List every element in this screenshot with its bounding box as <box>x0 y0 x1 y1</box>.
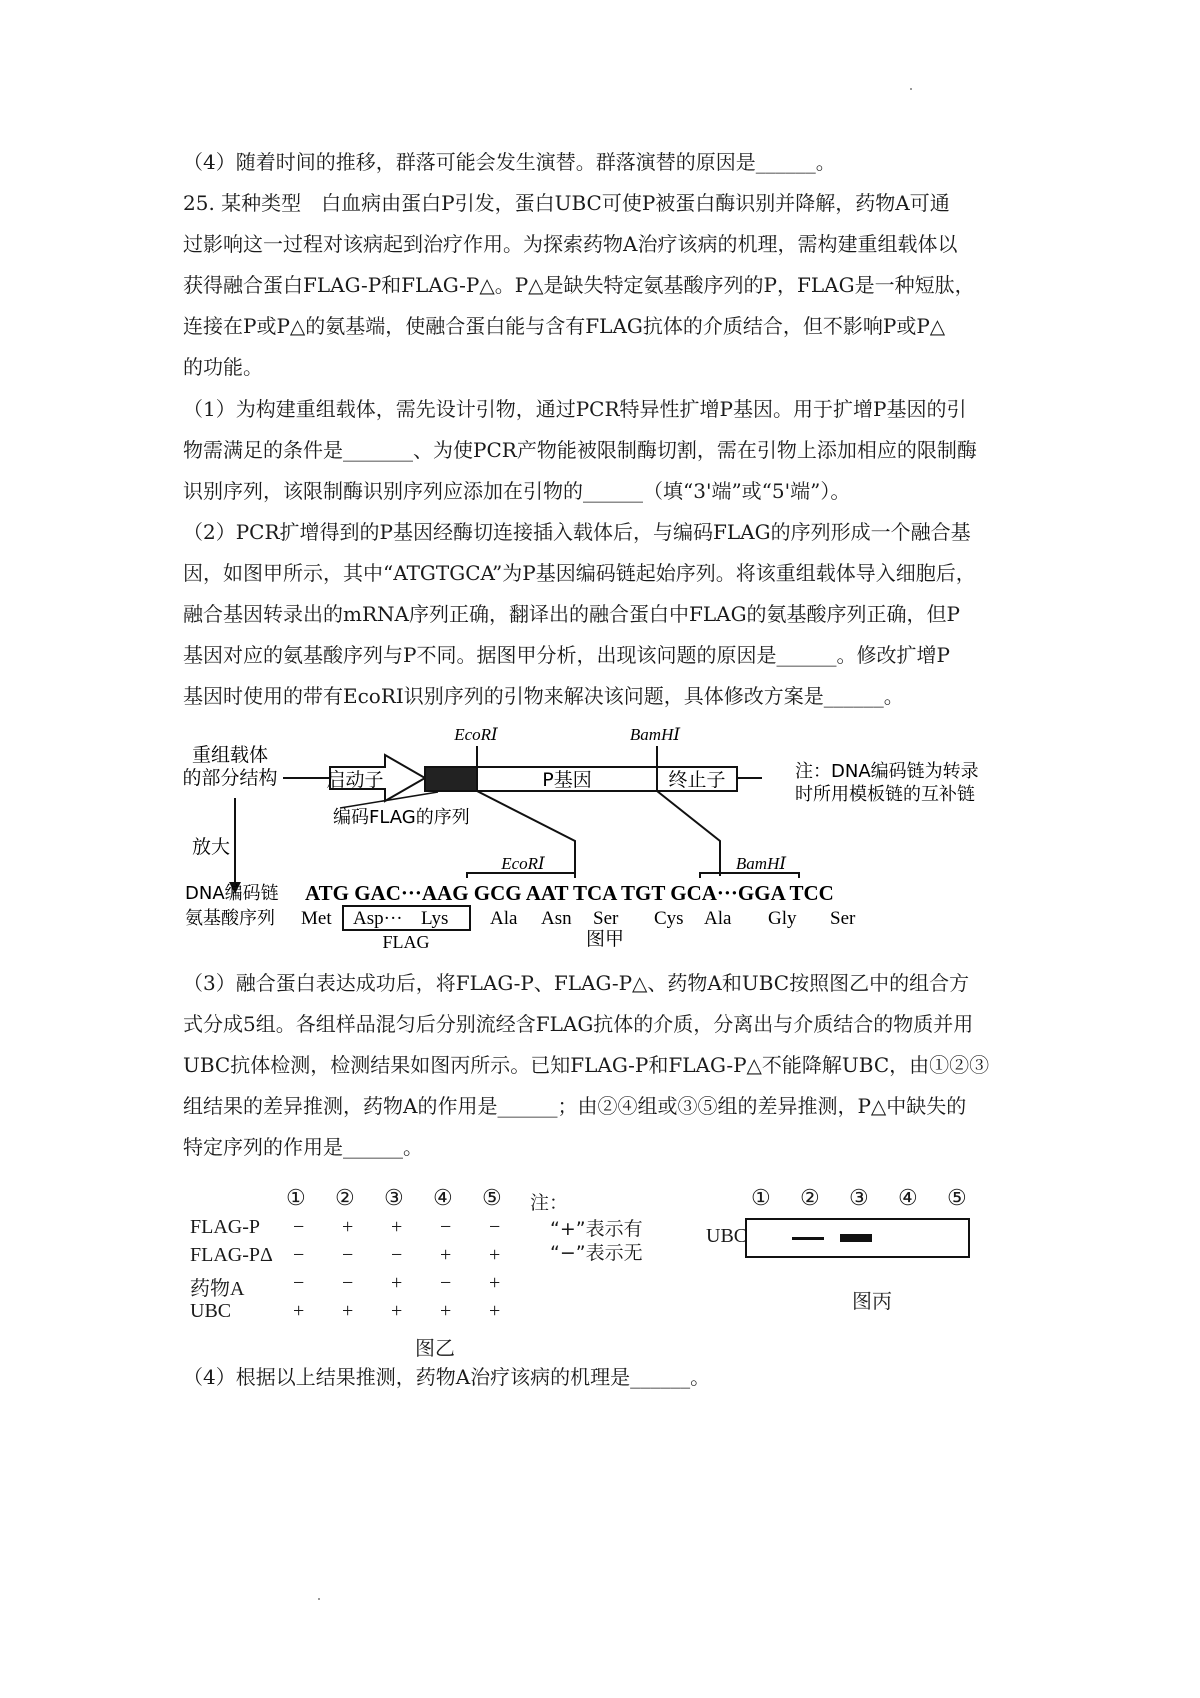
amino-acid-row-label: 氨基酸序列 <box>185 908 275 929</box>
dna-coding-sequence: ATG GAC···AAG GCG AAT TCA TGT GCA···GGA TCC <box>305 881 834 905</box>
table-value: + <box>342 1300 354 1322</box>
text-line: （1）为构建重组载体，需先设计引物，通过PCR特异性扩增P基因。用于扩增P基因的引 <box>183 397 967 421</box>
scan-speck <box>910 88 912 90</box>
scan-speck <box>318 1598 320 1600</box>
question-25-part-1 <box>183 389 1028 512</box>
terminator-label: 终止子 <box>668 769 726 791</box>
table-value: − <box>293 1216 305 1238</box>
enlarge-label: 放大 <box>192 836 231 858</box>
table-value: − <box>293 1272 305 1294</box>
p-gene-label: P基因 <box>542 769 592 791</box>
note-plus: “+”表示有 <box>550 1218 643 1240</box>
text-line: 式分成5组。各组样品混匀后分别流经含FLAG抗体的介质，分离出与介质结合的物质并用 <box>183 1012 974 1036</box>
amino-acid-met: Met <box>301 908 332 929</box>
question-25-part-3 <box>183 963 1028 1168</box>
blot-band-lane-2 <box>792 1237 824 1240</box>
amino-acid-gly: Gly <box>768 908 797 929</box>
blot-row-label: UBC <box>706 1225 748 1247</box>
text-line: 识别序列，该限制酶识别序列应添加在引物的______（填“3'端”或“5'端”）。 <box>183 479 851 503</box>
text-line: 组结果的差异推测，药物A的作用是______；由②④组或③⑤组的差异推测，P△中缺失的 <box>183 1094 967 1118</box>
text-line: 特定序列的作用是______。 <box>183 1135 423 1159</box>
text-line: 物需满足的条件是_______、为使PCR产物能被限制酶切割，需在引物上添加相应的限制酶 <box>183 438 977 462</box>
table-value: + <box>391 1300 403 1322</box>
text-line: 获得融合蛋白FLAG-P和FLAG-P△。P△是缺失特定氨基酸序列的P，FLAG是一种短肽， <box>183 273 975 297</box>
question-25-intro <box>183 183 1028 388</box>
promoter-label: 启动子 <box>326 769 384 791</box>
table-value: + <box>489 1272 501 1294</box>
lane-header-2: ② <box>800 1185 820 1210</box>
text-line: （2）PCR扩增得到的P基因经酶切连接插入载体后，与编码FLAG的序列形成一个融合基 <box>183 520 971 544</box>
figure-yi-note <box>530 1188 690 1268</box>
figure-jia <box>180 720 1040 955</box>
lane-header-5: ⑤ <box>947 1185 967 1210</box>
amino-acid-asp: Asp··· <box>353 908 403 929</box>
group-header-4: ④ <box>433 1185 453 1210</box>
bamhi-site-label-top: BamHⅠ <box>629 725 681 744</box>
note-line-1: 注：DNA编码链为转录 <box>795 761 979 782</box>
lane-header-3: ③ <box>849 1185 869 1210</box>
table-value: − <box>391 1244 403 1266</box>
figure-bing-caption: 图丙 <box>852 1289 892 1313</box>
text-line: 因，如图甲所示，其中“ATGTGCA”为P基因编码链起始序列。将该重组载体导入细胞后， <box>183 561 976 585</box>
question-25-part-2 <box>183 512 1028 717</box>
flag-sequence-label: 编码FLAG的序列 <box>333 807 470 828</box>
table-value: + <box>440 1300 452 1322</box>
amino-acid-cys: Cys <box>654 908 684 929</box>
table-value: + <box>440 1244 452 1266</box>
row-label-drug-a: 药物A <box>190 1278 245 1300</box>
group-header-5: ⑤ <box>482 1185 502 1210</box>
text-line: 融合基因转录出的mRNA序列正确，翻译出的融合蛋白中FLAG的氨基酸序列正确，但P <box>183 602 961 626</box>
text-line: 的功能。 <box>183 355 263 379</box>
ecori-site-label-bottom: EcoRⅠ <box>501 854 545 873</box>
text-line: 连接在P或P△的氨基端，使融合蛋白能与含有FLAG抗体的介质结合，但不影响P或P△ <box>183 314 946 338</box>
table-value: + <box>489 1300 501 1322</box>
group-header-1: ① <box>286 1185 306 1210</box>
western-blot-frame <box>745 1218 970 1258</box>
text-line: （4）根据以上结果推测，药物A治疗该病的机理是______。 <box>183 1365 711 1389</box>
note-title: 注： <box>530 1192 569 1214</box>
note-minus: “−”表示无 <box>550 1242 643 1264</box>
ecori-recognition-bracket <box>467 873 575 878</box>
ecori-site-label-top: EcoRⅠ <box>454 725 498 744</box>
dna-strand-row-label: DNA编码链 <box>185 883 279 904</box>
bamhi-site-label-bottom: BamHⅠ <box>735 854 787 873</box>
table-value: + <box>391 1216 403 1238</box>
question-25-part-4 <box>183 1357 1028 1398</box>
text-line: 过影响这一过程对该病起到治疗作用。为探索药物A治疗该病的机理，需构建重组载体以 <box>183 232 958 256</box>
row-label-flag-p-delta: FLAG-PΔ <box>190 1244 273 1266</box>
text-line: UBC抗体检测，检测结果如图丙所示。已知FLAG-P和FLAG-P△不能降解UBC，由①②③ <box>183 1053 990 1077</box>
text-line: 25. 某种类型 白血病由蛋白P引发，蛋白UBC可使P被蛋白酶识别并降解，药物A可通 <box>183 191 950 215</box>
figure-jia-caption: 图甲 <box>585 928 625 950</box>
row-label-ubc: UBC <box>190 1300 232 1322</box>
table-value: + <box>342 1216 354 1238</box>
amino-acid-asn: Asn <box>541 908 572 929</box>
lane-header-4: ④ <box>898 1185 918 1210</box>
amino-acid-ala-1: Ala <box>490 908 518 929</box>
bamhi-expansion-line <box>657 791 720 876</box>
table-value: − <box>293 1244 305 1266</box>
figure-bing <box>706 1185 976 1320</box>
amino-acid-ser-2: Ser <box>830 908 856 929</box>
lane-header-1: ① <box>751 1185 771 1210</box>
table-value: + <box>489 1244 501 1266</box>
table-value: + <box>391 1272 403 1294</box>
table-value: − <box>440 1216 452 1238</box>
group-header-2: ② <box>335 1185 355 1210</box>
figure-yi-caption: 图乙 <box>415 1336 455 1360</box>
amino-acid-lys: Lys <box>421 908 449 929</box>
table-value: − <box>342 1244 354 1266</box>
flag-label: FLAG <box>382 932 430 952</box>
amino-acid-ser-1: Ser <box>593 908 619 929</box>
bamhi-recognition-bracket <box>700 873 799 878</box>
text-line: （4）随着时间的推移，群落可能会发生演替。群落演替的原因是______。 <box>183 150 836 174</box>
table-value: + <box>293 1300 305 1322</box>
row-label-flag-p: FLAG-P <box>190 1216 261 1238</box>
vector-label-line-2: 的部分结构 <box>182 767 278 789</box>
text-line: 基因时使用的带有EcoRⅠ识别序列的引物来解决该问题，具体修改方案是______。 <box>183 684 904 708</box>
group-header-3: ③ <box>384 1185 404 1210</box>
vector-label-line-1: 重组载体 <box>191 744 269 766</box>
text-line: 基因对应的氨基酸序列与P不同。据图甲分析，出现该问题的原因是______。修改扩增P <box>183 643 950 667</box>
text-line: （3）融合蛋白表达成功后，将FLAG-P、FLAG-P△、药物A和UBC按照图乙中的组合方 <box>183 971 970 995</box>
table-value: − <box>489 1216 501 1238</box>
table-value: − <box>440 1272 452 1294</box>
table-value: − <box>342 1272 354 1294</box>
amino-acid-ala-2: Ala <box>704 908 732 929</box>
note-line-2: 时所用模板链的互补链 <box>795 784 975 805</box>
question-24-part-4 <box>183 142 1028 183</box>
flag-sequence-block <box>425 767 477 791</box>
blot-band-lane-3 <box>840 1234 872 1242</box>
